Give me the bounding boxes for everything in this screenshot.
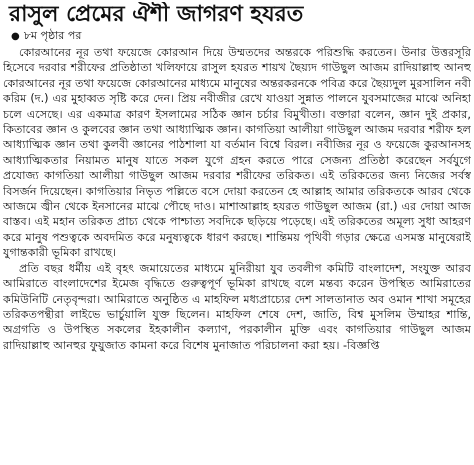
bullet-icon: ● — [11, 31, 20, 42]
article-body — [3, 45, 471, 353]
continued-from-line — [11, 29, 471, 44]
article-paragraph: প্রতি বছর ধর্মীয় এই বৃহৎ জমায়েতের মাধ্যমে মুনিরীয়া যুব তবলীগ কমিটি বাংলাদেশ, সংযুক্ত আরব আমিরাতে বাংলাদেশের ইমেজ বৃদ্ধিতে গুরুত্বপূর্ণ ভূমিকা রাখছে বলে মন্তব্য করেন উপস্থিত আমিরাতের কমিউনিটি নেতৃবৃন্দরা। আমিরাতে অনুষ্ঠিত এ মাহফিল মধ্যপ্রাচ্যের দেশ সালতানাত অব ওমান শাখা সমূহের তরিকতপন্থীরা লাইভে ভার্চুয়ালি যুক্ত ছিলেন। মাহফিল শেষে দেশ, জাতি, বিশ্ব মুসলিম উম্মাহর শান্তি, অগ্রগতি ও উপস্থিত সকলের ইহকালীন কল্যাণ, পরকালীন মুক্তি এবং কাগতিয়ার গাউছুল আজম রাদিয়াল্লাহু আনহুর ফুয়ুজাত কামনা করে বিশেষ মুনাজাত পরিচালনা করা হয়। -বিজ্ঞপ্তি — [3, 261, 471, 352]
article-paragraph: কোরআনের নূর তথা ফয়েজে কোরআন দিয়ে উম্মতদের অন্তরকে পরিশুদ্ধি করতেন। উনার উত্তরসূরি হিসেবে দরবার শরীফের প্রতিষ্ঠাতা খলিফায়ে রাসুল হযরত শায়খ ছৈয়্যদ গাউছুল আজম রাদিয়াল্লাহু আনহু কোরআনের নূর তথা ফয়েজে কোরআনের মাধ্যমে মানুষের অন্তরকরনকে পবিত্র করে ছৈয়্যদুল মুরসালিন নবী করিম (দ.) এর মুহাব্বত সৃষ্টি করে দেন। প্রিয় নবীজীর রেখে যাওয়া সুন্নাত পালনে যুবসমাজের মাঝে অনিহা চলে এসেছে। এর একমাত্র কারণ ইসলামের সঠিক জ্ঞান চর্চার বিমুখীতা। বক্তারা বলেন, জ্ঞান দুই প্রকার, কিতাবের জ্ঞান ও কুলবের জ্ঞান তথা আধ্যাত্মিক জ্ঞান। কাগতিয়া আলীয়া গাউছুল আজম দরবার শরীফ হল আধ্যাত্মিক জ্ঞান তথা কুলবী জ্ঞানের পাঠশালা যা বর্তমান বিশ্বে বিরল। নবীজির নূর ও ফয়েজে কুরআনসহ আধ্যাত্মিকতার নিয়ামত মানুষ যাতে সকল যুগে গ্রহন করতে পারে সেজন্য প্রতিষ্ঠা করেছেন সর্বযুগে প্রযোজ্য কাগতিয়া আলীয়া গাউছুল আজম দরবার শরীফের তরিকত। এই তরিকতের জন্য নিজের সর্বস্ব বিসর্জন দিয়েছেন। কাগতিয়ার নিভৃত পল্লিতে বসে দোয়া করতেন হে আল্লাহ আমার তরিকতকে আরব থেকে আজমে জ্বীন থেকে ইনসানের মাঝে পৌছে দাও। মাশাআল্লাহ হযরত গাউছুল আজম (রা.) এর দোয়া আজ বাস্তব। এই মহান তরিকত প্রাচ্য থেকে পাশ্চাত্য সবদিকে ছড়িয়ে পড়েছে। এই তরিকতের অমূল্য সুধা আহরণ করে মানুষ পশুত্বকে অবদমিত করে মনুষ্যত্বকে ধারণ করছে। শান্তিময় পৃথিবী গড়ার ক্ষেত্রে এসমস্ত মানুষেরাই যুগান্তকারী ভূমিকা রাখছে। — [3, 46, 471, 260]
article-headline: রাসুল প্রেমের ঐশী জাগরণ হযরত — [9, 2, 304, 27]
continued-label: ৮ম পৃষ্ঠার পর — [23, 29, 82, 42]
news-clipping — [3, 2, 471, 463]
